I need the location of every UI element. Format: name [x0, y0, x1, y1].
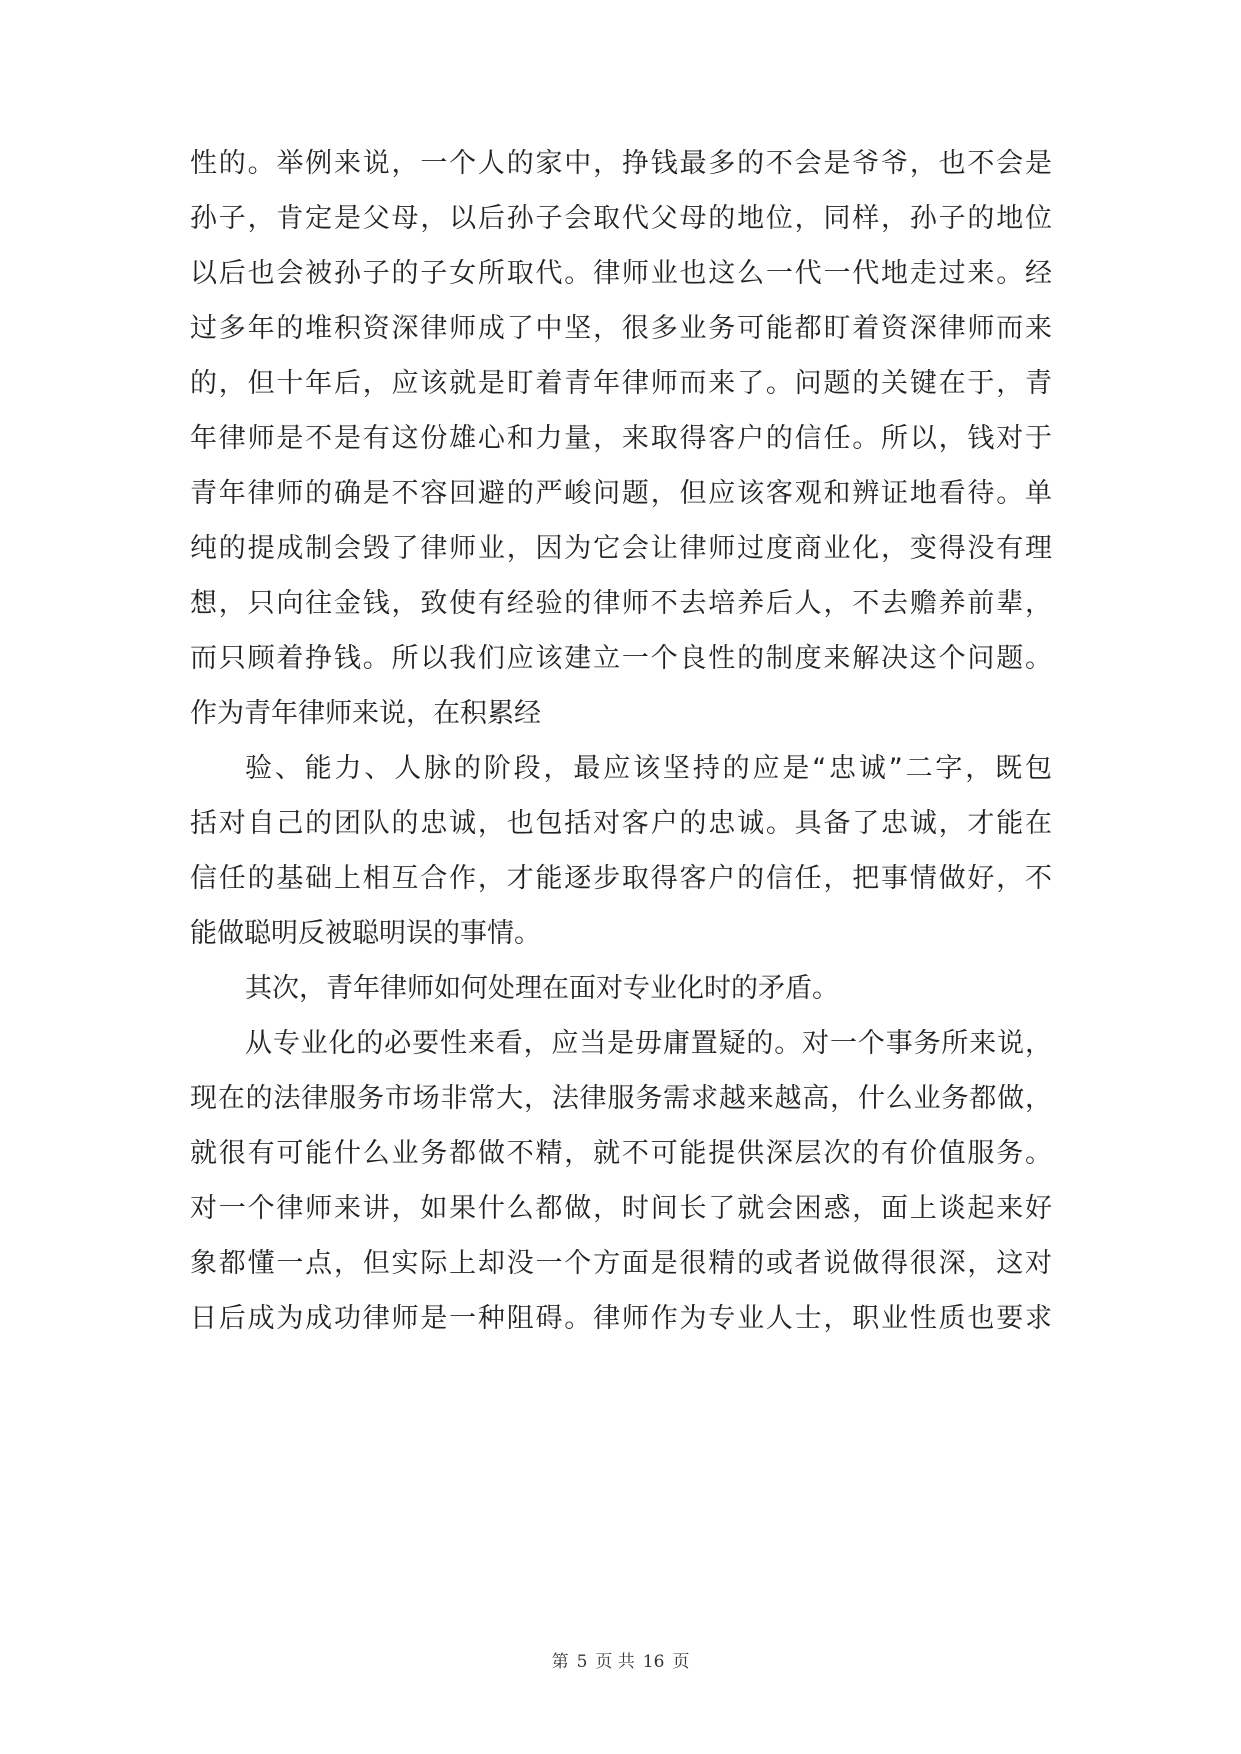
text-line: 现在的法律服务市场非常大，法律服务需求越来越高，什么业务都做， — [190, 1083, 1052, 1114]
text-line: 象都懂一点，但实际上却没一个方面是很精的或者说做得很深，这对 — [190, 1248, 1052, 1279]
text-line: 以后也会被孙子的子女所取代。律师业也这么一代一代地走过来。经 — [190, 258, 1052, 289]
text-line: 想，只向往金钱，致使有经验的律师不去培养后人，不去赡养前辈， — [190, 588, 1052, 619]
text-line: 而只顾着挣钱。所以我们应该建立一个良性的制度来解决这个问题。 — [190, 643, 1052, 674]
paragraph-first-line: 从专业化的必要性来看，应当是毋庸置疑的。对一个事务所来说， — [245, 1028, 1052, 1059]
text-line: 日后成为成功律师是一种阻碍。律师作为专业人士，职业性质也要求 — [190, 1303, 1052, 1334]
footer-suffix: 页 — [672, 1652, 690, 1672]
footer-middle: 页 共 — [595, 1652, 635, 1672]
text-line: 性的。举例来说，一个人的家中，挣钱最多的不会是爷爷，也不会是 — [190, 148, 1052, 179]
text-line: 过多年的堆积资深律师成了中坚，很多业务可能都盯着资深律师而来 — [190, 313, 1052, 344]
text-line: 的，但十年后，应该就是盯着青年律师而来了。问题的关键在于，青 — [190, 368, 1052, 399]
footer-prefix: 第 — [551, 1652, 569, 1672]
text-line: 对一个律师来讲，如果什么都做，时间长了就会困惑，面上谈起来好 — [190, 1193, 1052, 1224]
text-line: 作为青年律师来说，在积累经 — [190, 698, 541, 729]
text-line: 青年律师的确是不容回避的严峻问题，但应该客观和辨证地看待。单 — [190, 478, 1052, 509]
text-line: 括对自己的团队的忠诚，也包括对客户的忠诚。具备了忠诚，才能在 — [190, 808, 1052, 839]
paragraph-first-line: 其次，青年律师如何处理在面对专业化时的矛盾。 — [245, 973, 839, 1004]
text-line: 年律师是不是有这份雄心和力量，来取得客户的信任。所以，钱对于 — [190, 423, 1052, 454]
text-line: 信任的基础上相互合作，才能逐步取得客户的信任，把事情做好，不 — [190, 863, 1052, 894]
text-line: 纯的提成制会毁了律师业，因为它会让律师过度商业化，变得没有理 — [190, 533, 1052, 564]
text-line: 就很有可能什么业务都做不精，就不可能提供深层次的有价值服务。 — [190, 1138, 1052, 1169]
page-footer — [0, 1647, 1241, 1672]
paragraph-first-line: 验、能力、人脉的阶段，最应该坚持的应是“忠诚”二字，既包 — [245, 753, 1052, 784]
text-line: 能做聪明反被聪明误的事情。 — [190, 918, 541, 949]
total-pages-number: 16 — [642, 1652, 665, 1672]
current-page-number: 5 — [576, 1652, 588, 1672]
text-line: 孙子，肯定是父母，以后孙子会取代父母的地位，同样，孙子的地位 — [190, 203, 1052, 234]
